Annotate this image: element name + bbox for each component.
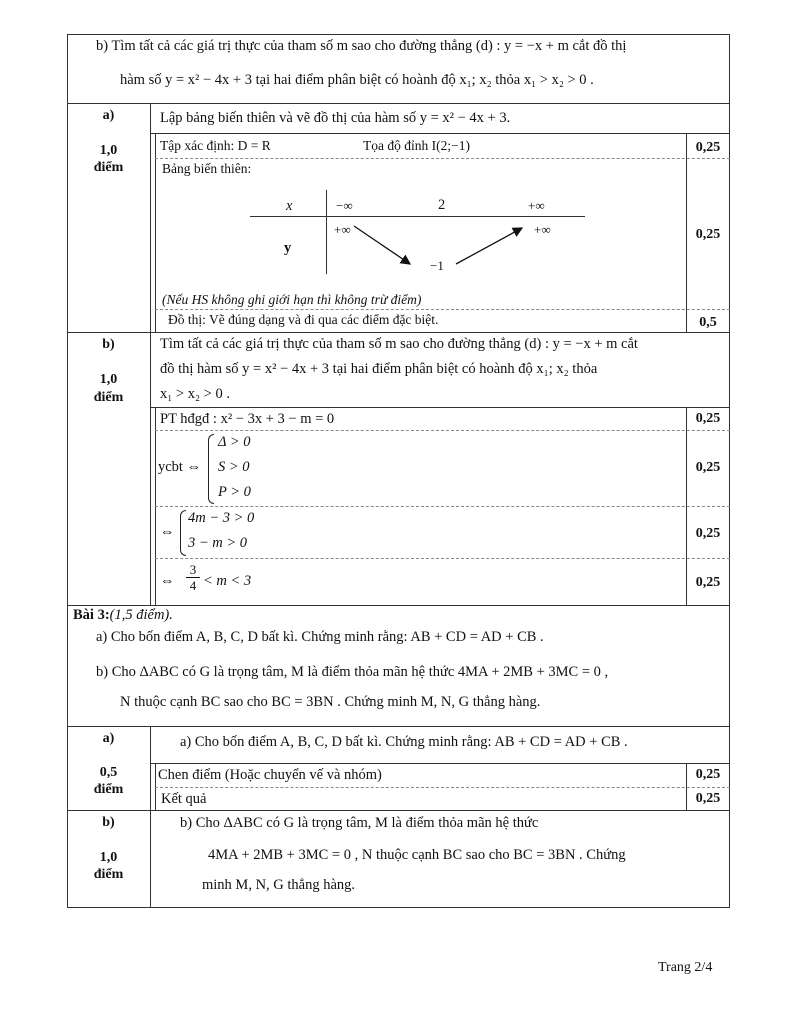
rule (67, 332, 730, 333)
section-b1-score-unit: điểm (93, 390, 124, 405)
sys1-delta: Δ > 0 (218, 434, 251, 450)
points-a2-2: 0,25 (695, 791, 721, 806)
vt-y-left: +∞ (334, 222, 351, 237)
section-a1-score: 1,0 (99, 143, 118, 158)
vt-x-plus-inf: +∞ (528, 198, 545, 213)
rule (155, 158, 730, 159)
intro-line-1: b) Tìm tất cả các giá trị thực của tham số m sao cho đường thẳng (d) : y = −x + m cắt đồ thị (96, 38, 627, 54)
b1-question-1: Tìm tất cả các giá trị thực của tham số m sao cho đường thẳng (d) : y = −x + m cắt (160, 336, 638, 352)
intro-line-2: hàm số y = x² − 4x + 3 tại hai điểm phân biệt có hoành độ x₁; x₂ thỏa x₁ > x₂ > 0 . (120, 72, 594, 88)
note-text: (Nếu HS không ghi giới hạn thì không trừ điểm) (162, 292, 422, 307)
vt-arrows (250, 190, 590, 280)
rule (150, 763, 730, 764)
points-a1-3: 0,5 (699, 315, 717, 330)
rule (150, 133, 730, 134)
section-b2-score-unit: điểm (93, 867, 124, 882)
arrow-increasing (456, 228, 522, 264)
points-a2-1: 0,25 (695, 767, 721, 782)
section-a2-score-unit: điểm (93, 782, 124, 797)
section-a1-label: a) (102, 108, 115, 123)
section-a2-title: a) Cho bốn điểm A, B, C, D bất kì. Chứng minh rằng: AB + CD = AD + CB . (180, 734, 628, 750)
table-title: Bảng biến thiên: (162, 161, 252, 176)
section-b2-score: 1,0 (99, 850, 118, 865)
graph-text: Đồ thị: Vẽ đúng dạng và đi qua các điểm đặc biệt. (168, 312, 439, 327)
domain-text: Tập xác định: D = R (160, 138, 271, 153)
b2-line-3: minh M, N, G thẳng hàng. (202, 877, 356, 893)
rule (150, 103, 151, 605)
section-a1-title: Lập bảng biến thiên và vẽ đồ thị của hàm số y = x² − 4x + 3. (160, 110, 511, 126)
rule (150, 407, 730, 408)
ycbt-label: ycbt ⇔ (158, 459, 202, 475)
bai3-part-b-2: N thuộc cạnh BC sao cho BC = 3BN . Chứng minh M, N, G thẳng hàng. (120, 694, 541, 710)
rule (155, 787, 730, 788)
vt-y-min: −1 (430, 258, 444, 273)
system-2-brace (180, 510, 186, 556)
vt-y-label: y (284, 240, 292, 256)
final-inequality: < m < 3 (203, 573, 252, 589)
table-border-bottom (67, 907, 730, 908)
points-b1-3: 0,25 (695, 526, 721, 541)
rule (150, 726, 151, 907)
bai3-heading (73, 607, 173, 624)
page-number: Trang 2/4 (658, 960, 713, 975)
vt-x-label: x (286, 198, 293, 214)
sys2-line-2: 3 − m > 0 (188, 535, 248, 551)
bai3-part-a: a) Cho bốn điểm A, B, C, D bất kì. Chứng minh rằng: AB + CD = AD + CB . (96, 629, 544, 645)
final-fraction (186, 562, 200, 593)
vt-x-minus-inf: −∞ (336, 198, 353, 213)
a2-row-2: Kết quả (161, 791, 207, 807)
final-iff-symbol: ⇔ (160, 573, 175, 589)
section-b2-label: b) (102, 815, 115, 830)
points-b1-4: 0,25 (695, 575, 721, 590)
rule (155, 506, 730, 507)
a2-row-1: Chen điểm (Hoặc chuyển vế và nhóm) (158, 767, 382, 783)
arrow-decreasing (354, 226, 410, 264)
points-b1-2: 0,25 (695, 460, 721, 475)
iff-symbol: ⇔ (160, 524, 175, 540)
points-b1-1: 0,25 (695, 411, 721, 426)
b1-question-3: x₁ > x₂ > 0 . (160, 386, 230, 402)
bai3-score: (1,5 điểm). (109, 607, 173, 623)
b2-line-1: b) Cho ΔABC có G là trọng tâm, M là điểm thỏa mãn hệ thức (180, 815, 539, 831)
rule (155, 133, 156, 332)
rule (67, 810, 730, 811)
rule (67, 726, 730, 727)
section-b1-label: b) (102, 337, 115, 352)
rule (67, 103, 730, 104)
section-a1-score-unit: điểm (93, 160, 124, 175)
table-border-right (729, 34, 730, 908)
pt-hdgd: PT hđgđ : x² − 3x + 3 − m = 0 (160, 411, 335, 427)
section-a2-score: 0,5 (99, 765, 118, 780)
vt-y-right: +∞ (534, 222, 551, 237)
sys2-line-1: 4m − 3 > 0 (188, 510, 255, 526)
b2-line-2: 4MA + 2MB + 3MC = 0 , N thuộc cạnh BC sao cho BC = 3BN . Chứng (208, 847, 626, 863)
fraction-denominator: 4 (189, 578, 197, 593)
bai3-title: Bài 3: (73, 607, 110, 623)
rule (155, 309, 730, 310)
bai3-part-b-1: b) Cho ΔABC có G là trọng tâm, M là điểm thỏa mãn hệ thức 4MA + 2MB + 3MC = 0 , (96, 664, 609, 680)
rule (155, 558, 730, 559)
vt-x-two: 2 (438, 197, 446, 213)
rule (155, 430, 730, 431)
table-border-top (67, 34, 730, 35)
sys1-product: P > 0 (218, 484, 251, 500)
system-1-brace (208, 434, 214, 504)
vertex-text: Tọa độ đỉnh I(2;−1) (363, 138, 470, 153)
section-a2-label: a) (102, 731, 115, 746)
fraction-numerator: 3 (189, 562, 197, 577)
points-a1-2: 0,25 (695, 227, 721, 242)
variation-table (250, 190, 590, 280)
points-a1-1: 0,25 (695, 140, 721, 155)
b1-question-2: đồ thị hàm số y = x² − 4x + 3 tại hai điểm phân biệt có hoành độ x₁; x₂ thỏa (160, 361, 598, 377)
rule (67, 605, 730, 606)
section-b1-score: 1,0 (99, 372, 118, 387)
sys1-sum: S > 0 (218, 459, 250, 475)
